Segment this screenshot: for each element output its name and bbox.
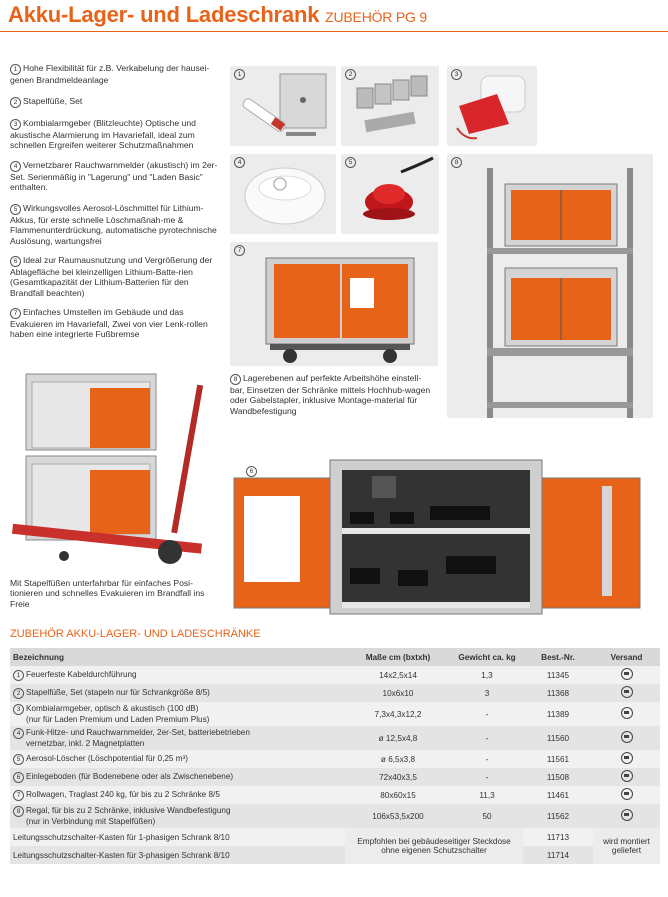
page-subtitle: ZUBEHÖR PG 9 — [325, 9, 427, 25]
shelf-illustration — [447, 154, 653, 418]
stacking-feet-illustration — [341, 66, 439, 146]
feature-1: 1 Hohe Flexibilität für z.B. Verkabelung der hausei-genen Brandmeldeanlage — [10, 63, 210, 85]
smoke-detector-illustration — [230, 154, 336, 234]
pallet-truck-illustration — [10, 370, 224, 572]
col-header-name: Bezeichnung — [10, 648, 345, 666]
table-row: 8 Regal, für bis zu 2 Schränke, inklusive Wandbefestigung (nur in Verbindung mit Stapelfüßen) 106x53,5x200 50 11562 — [10, 804, 660, 828]
trolley-illustration — [230, 242, 438, 366]
accessory-table — [10, 648, 660, 864]
table-row: 7 Rollwagen, Traglast 240 kg, für bis zu 2 Schränke 8/5 80x60x15 11,3 11461 — [10, 786, 660, 804]
parcel-shipping-icon — [621, 731, 633, 743]
parcel-shipping-icon — [621, 770, 633, 782]
parcel-shipping-icon — [621, 686, 633, 698]
image-aerosol-extinguisher: 5 — [341, 154, 439, 234]
image-cable-feedthrough: 1 — [230, 66, 336, 146]
col-header-order-no: Best.-Nr. — [523, 648, 593, 666]
image-stacking-feet: 2 — [341, 66, 439, 146]
table-row: Leitungsschutzschalter-Kasten für 3-phasigen Schrank 8/10 11714 — [10, 846, 660, 864]
image-trolley: 7 — [230, 242, 438, 366]
accessory-table-title: ZUBEHÖR AKKU-LAGER- UND LADESCHRÄNKE — [10, 628, 261, 640]
image-smoke-detector: 4 — [230, 154, 336, 234]
open-cabinet-illustration — [230, 452, 660, 617]
parcel-shipping-icon — [621, 668, 633, 680]
feature-4: 4 Vernetzbarer Rauchwarnmelder (akustisch) im 2er-Set. Serienmäßig in "Lagerung" und "Laden Basic" enthalten. — [10, 160, 218, 193]
parcel-shipping-icon — [621, 788, 633, 800]
feature-6: 6 Ideal zur Raumausnutzung und Vergrößerung der Ablagefläche bei kleinzelligen Lithium-Batte-rien (Gesamtkapazität der Lithium-Batterien für den Brandfall beachten) — [10, 255, 213, 298]
parcel-shipping-icon — [621, 707, 633, 719]
feature-5: 5 Wirkungsvolles Aerosol-Löschmittel für Lithium-Akkus, für erste schnelle Löschmaßnah-me & Flammenunterdrückung, automatische pyrotechnische Auslösung, wartungsfrei — [10, 203, 217, 246]
page-title: Akku-Lager- und Ladeschrank ZUBEHÖR PG 9 — [8, 2, 427, 27]
parcel-shipping-icon — [621, 752, 633, 764]
table-row: 6 Einlegeboden (für Bodenebene oder als Zwischenebene) 72x40x3,5 - 11508 — [10, 768, 660, 786]
feature-7: 7 Einfaches Umstellen im Gebäude und das Evakuieren im Havariefall, Zwei von vier Lenk-rollen haben eine integrierte Fußbremse — [10, 307, 208, 340]
switch-note: Empfohlen bei gebäudeseitiger Steckdose ohne eigenen Schutzschalter — [345, 828, 523, 864]
freight-shipping-icon — [621, 809, 633, 821]
col-header-shipping: Versand — [593, 648, 660, 666]
image-shelf: 8 — [447, 154, 653, 418]
table-row: 2 Stapelfüße, Set (stapeln nur für Schrankgröße 8/5) 10x6x10 3 11368 — [10, 684, 660, 702]
table-row: 3 Kombialarmgeber, optisch & akustisch (100 dB) (nur für Laden Premium und Laden Premium Plus) 7,3x4,3x12,2 - 11389 — [10, 702, 660, 726]
image-combi-alarm: 3 — [447, 66, 537, 146]
header-rule — [0, 31, 668, 32]
table-row: Leitungsschutzschalter-Kasten für 1-phasigen Schrank 8/10 Empfohlen bei gebäudeseitiger Steckdose ohne eigenen Schutzschalter 11713 wird montiert geliefert — [10, 828, 660, 846]
page-header — [0, 0, 668, 46]
cable-feedthrough-illustration — [230, 66, 336, 146]
col-header-weight: Gewicht ca. kg — [451, 648, 523, 666]
pallet-caption: Mit Stapelfüßen unterfahrbar für einfaches Posi-tionieren und schnelles Evakuieren im Brandfall ins Freie — [10, 578, 205, 609]
table-row: 4 Funk-Hitze- und Rauchwarnmelder, 2er-Set, batteriebetrieben vernetzbar, inkl. 2 Magnetplatten ø 12,5x4,8 - 11560 — [10, 726, 660, 750]
feature-2: 2 Stapelfüße, Set — [10, 96, 222, 108]
table-row: 1 Feuerfeste Kabeldurchführung 14x2,5x14 1,3 11345 — [10, 666, 660, 684]
feature-3: 3 Kombialarmgeber (Blitzleuchte) Optische und akustische Alarmierung im Havariefall, ideal zum schnellen Ergreifen weiterer Schutzmaßnahmen — [10, 118, 196, 151]
aerosol-illustration — [341, 154, 439, 234]
col-header-dims: Maße cm (bxtxh) — [345, 648, 451, 666]
image-open-cabinet: 6 — [230, 452, 660, 617]
shelf-caption: 8 Lagerebenen auf perfekte Arbeitshöhe einstell-bar, Einsetzen der Schränke mittels Hochhub-wagen oder Gabelstapler, inklusive Montage-material für Wandbefestigung — [230, 373, 431, 416]
switch-shipping-note: wird montiert geliefert — [593, 828, 660, 864]
table-header — [10, 648, 660, 666]
table-row: 5 Aerosol-Löscher (Löschpotential für 0,25 m³) ø 6,5x3,8 - 11561 — [10, 750, 660, 768]
